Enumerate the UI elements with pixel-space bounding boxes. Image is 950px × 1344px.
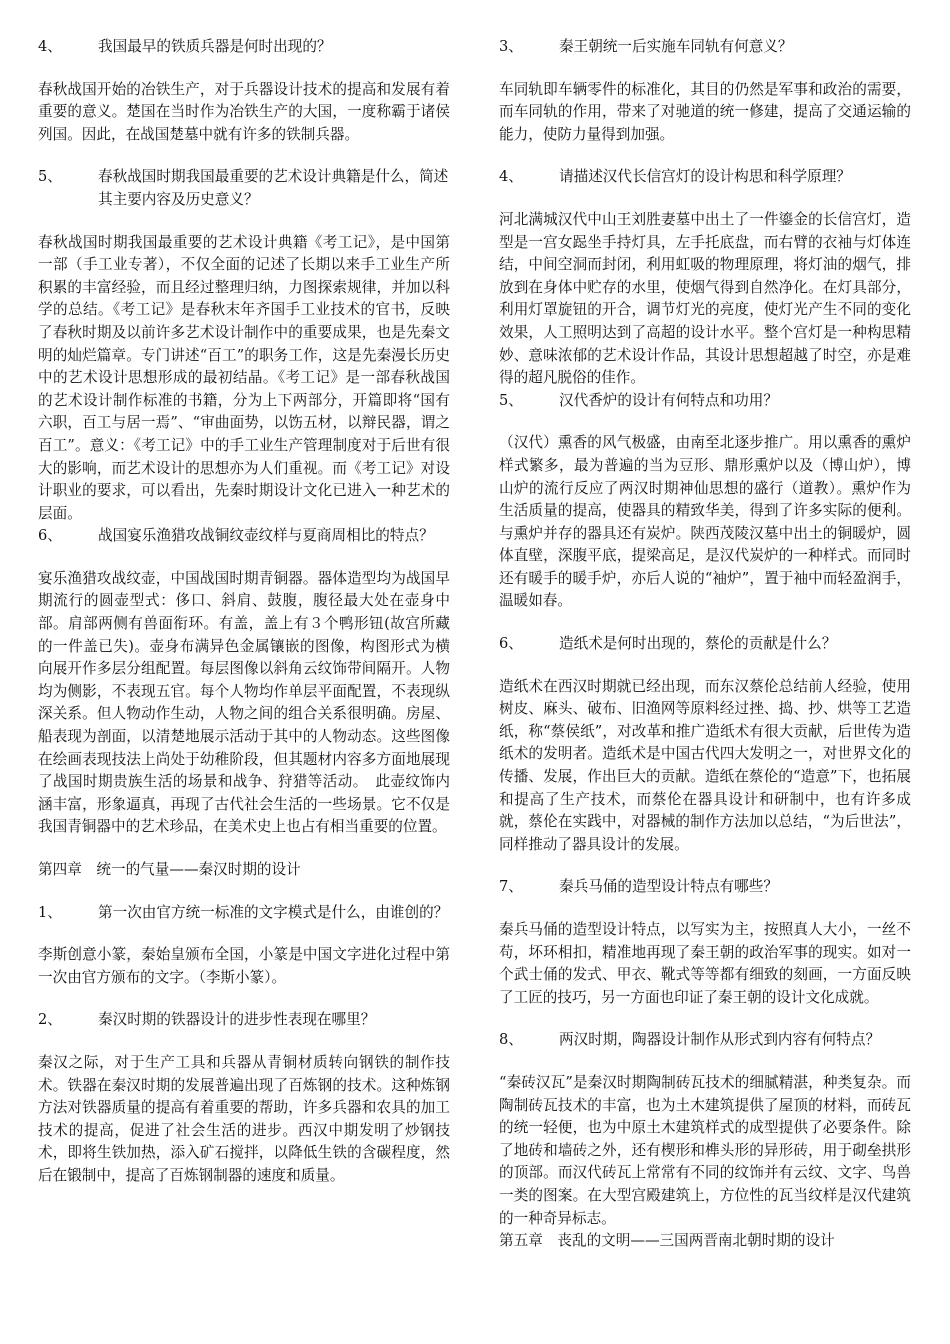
chapter4-answer-2: 秦汉之际，对于生产工具和兵器从青铜材质转向钢铁的制作技术。铁器在秦汉时期的发展普遍出现了百炼钢的技术。这种炼钢方法对铁器质量的提高有着重要的帮助，许多兵器和农具的加工技术的提高，促进了社会生活的进步。西汉中期发明了炒钢技术，即将生铁加热，添入矿石搅拌，以降低生铁的含碳程度，然后在锻制中，提高了百炼钢制器的速度和质量。 [38, 1053, 450, 1184]
question-8 [499, 1029, 911, 1052]
answer-4: 春秋战国开始的冶铁生产，对于兵器设计技术的提高和发展有着重要的意义。楚国在当时作为冶铁生产的大国，一度称霸于诸侯列国。因此，在战国楚墓中就有许多的铁制兵器。 [38, 80, 450, 143]
left-column [38, 36, 450, 1188]
answer-4-right: 河北满城汉代中山王刘胜妻墓中出土了一件鎏金的长信宫灯，造型是一宫女跽坐手持灯具，左手托底盘，而右臂的衣袖与灯体连结，中间空洞而封闭，利用虹吸的物理原理，将灯油的烟气，排放到在身体中贮存的水里，使烟气得到自然净化。在灯具部分，利用灯罩旋钮的开合，调节灯光的亮度，使灯光产生不同的变化效果，人工照明达到了高超的设计水平。整个宫灯是一种构思精妙、意味浓郁的艺术设计作品，其设计思想超越了时空，亦是难得的超凡脱俗的佳作。 [499, 210, 911, 387]
question-number: 8、 [499, 1031, 523, 1049]
answer-6-right: 造纸术在西汉时期就已经出现，而东汉蔡伦总结前人经验，使用树皮、麻头、破布、旧渔网等原料经过挫、捣、抄、烘等工艺造纸，称“蔡侯纸”，对改革和推广造纸术有很大贡献，后世传为造纸术的发明者。造纸术是中国古代四大发明之一，对世界文化的传播、发展，作出巨大的贡献。造纸在蔡伦的“造意”下，也拓展和提高了生产技术，而蔡伦在器具设计和研制中，也有许多成就，蔡伦在实践中，对器械的制作方法加以总结，“为后世法”，同样推动了器具设计的发展。 [499, 677, 911, 853]
question-number: 3、 [499, 38, 523, 55]
question-5-right [499, 390, 911, 413]
question-text: 秦王朝统一后实施车同轨有何意义？ [559, 38, 793, 55]
answer-5-right: （汉代）熏香的风气极盛，由南至北逐步推广。用以熏香的熏炉样式繁多，最为普遍的当为豆形、鼎形熏炉以及（博山炉），博山炉的流行反应了两汉时期神仙思想的盛行（道教）。熏炉作为生活质量的提高，使器具的精致华美，得到了许多实际的便利。与熏炉并存的器具还有炭炉。陕西茂陵汉墓中出土的铜暖炉，圆体直壁，深腹平底，提梁高足，是汉代炭炉的一种样式。而同时还有暖手的暖手炉，亦后人说的“袖炉”，置于袖中而轻盈润手，温暖如春。 [499, 434, 911, 610]
question-6 [38, 525, 450, 548]
right-column [499, 36, 911, 1253]
answer-5: 春秋战国时期我国最重要的艺术设计典籍《考工记》，是中国第一部（手工业专著），不仅全面的记述了长期以来手工业生产所积累的丰富经验，而且经过整理归纳，力图探索规律，并加以科学的总结。《考工记》是春秋末年齐国手工业技术的官书，反映了春秋时期及以前许多艺术设计制作中的重要成果，也是先秦文明的灿烂篇章。专门讲述“百工”的职务工作，这是先秦漫长历史中的艺术设计思想形成的最初结晶。《考工记》是一部春秋战国的艺术设计制作标准的书籍，分为上下两部分，开篇即将“国有六职，百工与居一焉”、“审曲面势，以饬五材，以辩民器，谓之百工”。意义：《考工记》中的手工业生产管理制度对于后世有很大的影响，而艺术设计的思想亦为人们重视。而《考工记》对设计职业的要求，可以看出，先秦时期设计文化已进入一种艺术的层面。 [38, 233, 450, 522]
question-text: 两汉时期，陶器设计制作从形式到内容有何特点？ [559, 1031, 881, 1049]
question-text: 请描述汉代长信宫灯的设计构思和科学原理？ [559, 168, 851, 186]
answer-7: 秦兵马俑的造型设计特点，以写实为主，按照真人大小，一丝不苟，坏环相扣，精准地再现了秦王朝的政治军事的现实。如对一个武士俑的发式、甲衣、靴式等等都有细致的刻画，一方面反映了工匠的技巧，另一方面也印证了秦王朝的设计文化成就。 [499, 921, 911, 1006]
question-text: 汉代香炉的设计有何特点和功用？ [559, 391, 778, 409]
question-4-right [499, 166, 911, 189]
question-6-right [499, 633, 911, 656]
chapter-4-heading: 第四章 统一的气量——秦汉时期的设计 [38, 861, 301, 878]
question-text: 秦汉时期的铁器设计的进步性表现在哪里？ [98, 1011, 376, 1029]
chapter4-answer-1: 李斯创意小篆，秦始皇颁布全国，小篆是中国文字进化过程中第一次由官方颁布的文字。（李斯小篆）。 [38, 946, 450, 986]
question-text: 造纸术是何时出现的，蔡伦的贡献是什么？ [559, 635, 837, 653]
chapter-5-heading: 第五章 丧乱的文明——三国两晋南北朝时期的设计 [499, 1232, 835, 1250]
question-number: 5、 [38, 168, 62, 186]
question-number: 4、 [38, 38, 62, 55]
question-number: 1、 [38, 903, 62, 921]
question-number: 6、 [499, 635, 523, 653]
question-number: 2、 [38, 1011, 62, 1029]
answer-3: 车同轨即车辆零件的标准化，其目的仍然是军事和政治的需要，而车同轨的作用，带来了对驰道的统一修建，提高了交通运输的能力，使防力量得到加强。 [499, 80, 911, 143]
question-3 [499, 36, 911, 59]
chapter4-question-2 [38, 1009, 450, 1032]
question-7 [499, 876, 911, 899]
question-text: 第一次由官方统一标准的文字模式是什么，由谁创的？ [98, 903, 449, 921]
question-number: 6、 [38, 527, 62, 545]
answer-8: “秦砖汉瓦”是秦汉时期陶制砖瓦技术的细腻精湛，种类复杂。而陶制砖瓦技术的丰富，也为土木建筑提供了屋顶的材料，而砖瓦的统一轻便，也为中原土木建筑样式的成型提供了必要条件。除了地砖和墙砖之外，还有楔形和榫头形的异形砖，用于砌垒拱形的顶部。而汉代砖瓦上常常有不同的纹饰并有云纹、文字、鸟兽一类的图案。在大型宫殿建筑上，方位性的瓦当纹样是汉代建筑的一种奇异标志。 [499, 1073, 911, 1227]
question-number: 5、 [499, 391, 523, 409]
question-text: 秦兵马俑的造型设计特点有哪些？ [559, 878, 778, 896]
question-number: 7、 [499, 878, 523, 896]
chapter4-question-1 [38, 902, 450, 925]
question-text: 春秋战国时期我国最重要的艺术设计典籍是什么，简述其主要内容及历史意义？ [98, 168, 449, 208]
question-number: 4、 [499, 168, 523, 186]
question-text: 战国宴乐渔猎攻战铜纹壶纹样与夏商周相比的特点？ [98, 527, 434, 545]
question-4 [38, 36, 450, 59]
question-text: 我国最早的铁质兵器是何时出现的？ [98, 38, 332, 55]
answer-6: 宴乐渔猎攻战纹壶，中国战国时期青铜器。器体造型均为战国早期流行的圆壶型式：侈口、斜肩、鼓腹，腹径最大处在壶身中部。肩部两侧有兽面衔环。有盖，盖上有３个鸭形钮(故宫所藏的一件盖已失)。壶身布满异色金属镶嵌的图像，构图形式为横向展开作多层分组配置。每层图像以斜角云纹饰带间隔开。人物均为侧影，不表现五官。每个人物均作单层平面配置，不表现纵深关系。但人物动作生动，人物之间的组合关系很明确。房屋、船表现为剖面，以清楚地展示活动于其中的人物动态。这些图像在绘画表现技法上尚处于幼稚阶段，但其题材内容多方面地展现了战国时期贵族生活的场景和战争、狩猎等活动。 此壶纹饰内涵丰富，形象逼真，再现了古代社会生活的一些场景。它不仅是我国青铜器中的艺术珍品，在美术史上也占有相当重要的位置。 [38, 569, 450, 836]
question-5 [38, 166, 450, 211]
